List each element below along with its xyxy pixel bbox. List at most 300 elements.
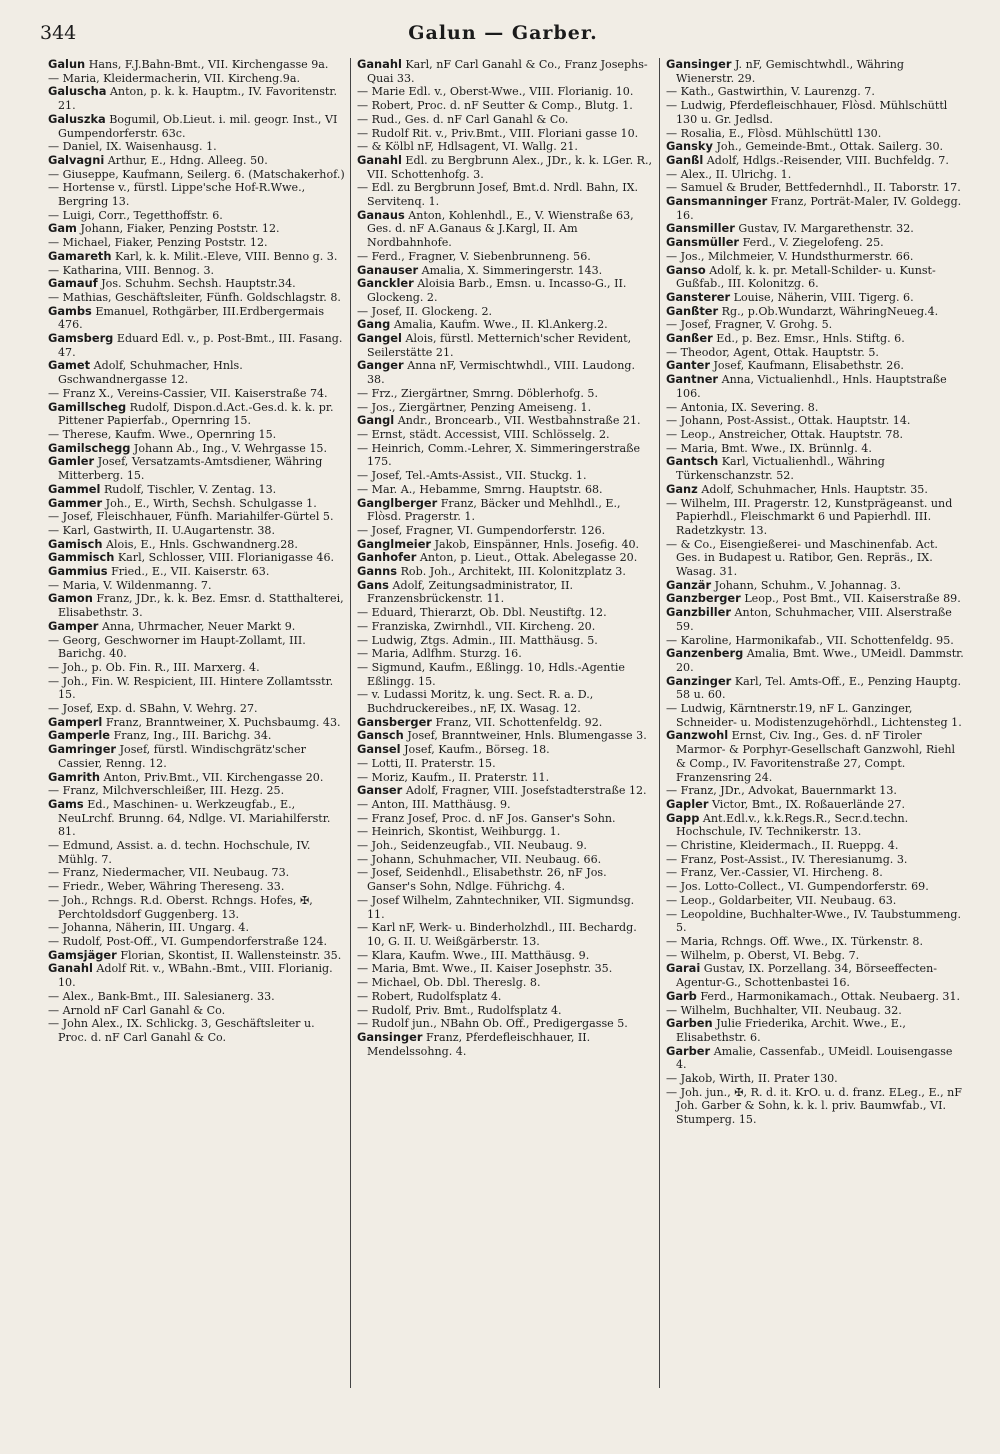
entry-surname: Gambs (48, 303, 92, 318)
entry-continuation-dash: — (48, 71, 63, 85)
directory-entry (664, 894, 964, 908)
directory-entry (46, 661, 346, 675)
directory-entry (355, 359, 655, 386)
entry-continuation-dash: — (357, 825, 372, 839)
entry-surname: Gansky (666, 139, 713, 154)
entry-details: Gustav, IV. Margarethenstr. 32. (738, 222, 914, 236)
directory-entry (46, 277, 346, 291)
directory-entry (355, 387, 655, 401)
entry-details: Alois, fürstl. Metternich'scher Revident, Seilerstätte 21. (367, 332, 632, 359)
directory-entry (46, 291, 346, 305)
entry-details: Franz, Post-Assist., IV. Theresianumg. 3. (680, 852, 908, 866)
entry-surname: Ganahl (357, 58, 402, 71)
directory-entry (46, 729, 346, 743)
entry-surname: Garb (666, 988, 697, 1003)
entry-details: Josef Wilhelm, Zahntechniker, VII. Sigmundsg. 11. (367, 893, 635, 921)
directory-entry (664, 962, 964, 989)
directory-entry (46, 962, 346, 989)
entry-details: Josef, Fragner, VI. Gumpendorferstr. 126. (371, 523, 606, 537)
entry-details: Jakob, Einspänner, Hnls. Josefig. 40. (434, 537, 640, 551)
entry-surname: Gamsjäger (48, 947, 117, 962)
entry-details: Rudolf, Priv. Bmt., Rudolfsplatz 4. (371, 1003, 562, 1017)
entry-details: Anton, p. Lieut., Ottak. Abelegasse 20. (419, 551, 638, 565)
entry-details: Luigi, Corr., Tegetthoffstr. 6. (62, 208, 223, 222)
directory-entry (46, 483, 346, 497)
directory-entry (355, 1017, 655, 1031)
entry-continuation-dash: — (48, 893, 63, 907)
entry-surname: Gammer (48, 495, 103, 510)
directory-entry (355, 825, 655, 839)
entry-details: Karl nF, Werk- u. Binderholzhdl., III. Bechardg. 10, G. II. U. Weißgärberstr. 13. (367, 921, 637, 948)
entry-surname: Ganglberger (357, 495, 438, 510)
entry-details: Moriz, Kaufm., II. Praterstr. 11. (371, 770, 550, 784)
entry-details: Karoline, Harmonikafab., VII. Schottenfeldg. 95. (680, 633, 954, 647)
directory-entry (355, 428, 655, 442)
entry-details: Wilhelm, III. Pragerstr. 12, Kunstprägeanst. und Papierhdl., Fleischmarkt 6 und Papierhdl. III. Radetzkystr. 13. (676, 496, 953, 537)
entry-continuation-dash: — (666, 880, 681, 894)
directory-entry (46, 702, 346, 716)
entry-details: Michael, Fiaker, Penzing Poststr. 12. (62, 236, 268, 250)
directory-entry (664, 195, 964, 222)
directory-entry (46, 921, 346, 935)
entry-details: Ernst, Civ. Ing., Ges. d. nF Tiroler Marmor- & Porphyr-Gesellschaft Ganzwohl, Riehl & Comp., IV. Favoritenstraße 27, Compt. Franzensring 24. (676, 729, 956, 784)
entry-details: Eduard, Thierarzt, Ob. Dbl. Neustiftg. 12. (371, 606, 607, 620)
entry-continuation-dash: — (48, 633, 63, 647)
directory-entry (46, 634, 346, 661)
directory-entry (664, 181, 964, 195)
directory-entry (664, 483, 964, 497)
entry-details: Franz, VII. Schottenfeldg. 92. (435, 715, 603, 729)
entry-continuation-dash: — (357, 770, 372, 784)
entry-continuation-dash: — (357, 893, 372, 907)
directory-entry (664, 85, 964, 99)
entry-surname: Ganahl (48, 961, 93, 976)
entry-continuation-dash: — (357, 866, 372, 880)
entry-details: Rudolf, Post-Off., VI. Gumpendorferstraße 124. (62, 935, 328, 948)
entry-surname: Gangel (357, 331, 402, 346)
entry-details: Alex., II. Ulrichg. 1. (680, 167, 792, 181)
directory-entry (355, 140, 655, 154)
entry-continuation-dash: — (48, 208, 63, 222)
entry-details: Joh., Gemeinde-Bmt., Ottak. Sailerg. 30. (716, 140, 944, 154)
directory-entry (355, 414, 655, 428)
directory-entry (46, 209, 346, 223)
entry-details: Jos., Milchmeier, V. Hundsthurmerstr. 66. (680, 249, 914, 263)
entry-details: Johanna, Näherin, III. Ungarg. 4. (62, 921, 249, 935)
directory-column-2 (351, 58, 659, 1388)
entry-surname: Gammel (48, 481, 101, 496)
entry-continuation-dash: — (357, 112, 372, 126)
entry-continuation-dash: — (357, 523, 372, 537)
directory-entry (355, 647, 655, 661)
entry-details: Rudolf jun., NBahn Ob. Off., Predigergasse 5. (371, 1017, 628, 1031)
entry-details: Adolf, Schuhmacher, Hnls. Hauptstr. 35. (701, 482, 928, 496)
entry-details: Frz., Ziergärtner, Smrng. Döblerhofg. 5. (371, 386, 598, 400)
entry-surname: Gamon (48, 591, 93, 606)
entry-continuation-dash: — (357, 1017, 372, 1031)
entry-continuation-dash: — (48, 523, 63, 537)
entry-continuation-dash: — (357, 441, 372, 455)
directory-entry (664, 359, 964, 373)
directory-entry (46, 716, 346, 730)
entry-continuation-dash: — (666, 866, 681, 880)
directory-entry (46, 538, 346, 552)
entry-continuation-dash: — (357, 85, 372, 99)
entry-details: Franz, JDr., k. k. Bez. Emsr. d. Statthalterei, Elisabethstr. 3. (58, 592, 344, 620)
entry-continuation-dash: — (48, 236, 63, 250)
entry-continuation-dash: — (666, 249, 681, 263)
directory-entry (664, 647, 964, 674)
entry-continuation-dash: — (666, 441, 681, 455)
entry-surname: Ganzberger (666, 591, 741, 606)
entry-surname: Gantsch (666, 454, 719, 469)
entry-details: Franz, Ver.-Cassier, VI. Hircheng. 8. (680, 866, 883, 880)
entry-continuation-dash: — (666, 633, 681, 647)
entry-surname: Ganger (357, 358, 404, 373)
directory-entry (664, 634, 964, 648)
entry-continuation-dash: — (357, 140, 372, 154)
entry-details: Karl, k. k. Milit.-Eleve, VIII. Benno g. 3. (115, 249, 338, 263)
entry-details: Franz, JDr., Advokat, Bauernmarkt 13. (680, 784, 897, 798)
entry-details: Maria, Bmt. Wwe., IX. Brünnlg. 4. (680, 441, 872, 455)
entry-details: Karl, nF Carl Ganahl & Co., Franz Josephs-Quai 33. (367, 58, 648, 85)
entry-surname: Gams (48, 796, 84, 811)
directory-entry (355, 318, 655, 332)
entry-details: Jos. Lotto-Collect., VI. Gumpendorferstr. 69. (680, 880, 929, 894)
directory-entry (355, 921, 655, 948)
directory-entry (355, 277, 655, 304)
entry-continuation-dash: — (666, 948, 681, 962)
directory-entry (355, 497, 655, 524)
entry-surname: Gamper (48, 618, 99, 633)
entry-continuation-dash: — (357, 249, 372, 263)
entry-continuation-dash: — (48, 660, 63, 674)
entry-continuation-dash: — (48, 263, 63, 277)
entry-details: Leopoldine, Buchhalter-Wwe., IV. Taubstummeng. 5. (676, 907, 962, 935)
directory-entry (46, 1004, 346, 1018)
entry-details: Victor, Bmt., IX. Roßauerlände 27. (711, 797, 906, 811)
entry-continuation-dash: — (48, 839, 63, 853)
entry-continuation-dash: — (357, 469, 372, 483)
entry-continuation-dash: — (357, 126, 372, 140)
directory-entry (664, 1045, 964, 1072)
directory-entry (355, 565, 655, 579)
entry-details: Joh., Seidenzeugfab., VII. Neubaug. 9. (371, 839, 587, 853)
directory-entry (664, 127, 964, 141)
entry-details: Bogumil, Ob.Lieut. i. mil. geogr. Inst., VI Gumpendorferstr. 63c. (58, 112, 338, 140)
directory-entry (664, 990, 964, 1004)
entry-details: Rudolf Rit. v., Priv.Bmt., VIII. Floriani gasse 10. (371, 126, 639, 140)
entry-surname: Galuscha (48, 84, 107, 99)
entry-details: Klara, Kaufm. Wwe., III. Matthäusg. 9. (371, 948, 590, 962)
entry-details: Johann, Schuhm., V. Johannag. 3. (714, 578, 901, 592)
entry-details: Josef, Tel.-Amts-Assist., VII. Stuckg. 1. (371, 469, 587, 483)
entry-surname: Gamringer (48, 742, 117, 757)
entry-details: Ferd., V. Ziegelofeng. 25. (742, 236, 884, 250)
entry-details: Heinrich, Skontist, Weihburgg. 1. (371, 825, 561, 839)
directory-entry (46, 154, 346, 168)
entry-details: Josef, Kaufmann, Elisabethstr. 26. (713, 359, 904, 373)
entry-continuation-dash: — (48, 702, 63, 716)
entry-details: Anton, Priv.Bmt., VII. Kirchengasse 20. (103, 770, 324, 784)
entry-details: Giuseppe, Kaufmann, Seilerg. 6. (Matschakerhof.) (62, 167, 345, 181)
directory-entry (46, 236, 346, 250)
entry-details: Adolf, Fragner, VIII. Josefstadterstraße 12. (405, 784, 647, 798)
entry-surname: Ganglmeier (357, 536, 432, 551)
directory-entry (46, 222, 346, 236)
entry-surname: Ganckler (357, 276, 414, 291)
directory-entry (355, 442, 655, 469)
entry-continuation-dash: — (48, 866, 63, 880)
directory-entry (46, 935, 346, 949)
entry-details: Ludwig, Pferdefleischhauer, Flòsd. Mühlschüttl 130 u. Gr. Jedlsd. (676, 99, 948, 126)
entry-details: Maria, V. Wildenmanng. 7. (62, 578, 212, 592)
entry-continuation-dash: — (48, 386, 63, 400)
entry-surname: Ganzwohl (666, 728, 729, 743)
entry-details: Josef, Fragner, V. Grohg. 5. (680, 318, 833, 332)
entry-details: Anton, III. Matthäusg. 9. (371, 797, 511, 811)
entry-details: Joh., E., Wirth, Sechsh. Schulgasse 1. (105, 496, 317, 510)
entry-continuation-dash: — (48, 167, 63, 181)
directory-entry (355, 771, 655, 785)
directory-entry (46, 455, 346, 482)
entry-continuation-dash: — (666, 167, 681, 181)
directory-entry (664, 784, 964, 798)
entry-continuation-dash: — (666, 702, 681, 716)
directory-entry (664, 250, 964, 264)
entry-continuation-dash: — (666, 1085, 681, 1099)
entry-continuation-dash: — (48, 140, 63, 154)
directory-entry (664, 1004, 964, 1018)
entry-details: Johann, Fiaker, Penzing Poststr. 12. (80, 222, 280, 236)
entry-details: Franz, Pferdefleischhauer, II. Mendelssohng. 4. (367, 1030, 591, 1058)
directory-entry (355, 58, 655, 85)
entry-details: Anton, Kohlenhdl., E., V. Wienstraße 63, Ges. d. nF A.Ganaus & J.Kargl, II. Am Nordbahnhofe. (367, 208, 634, 250)
entry-details: Rg., p.Ob.Wundarzt, WähringNeueg.4. (721, 304, 939, 318)
directory-entry (46, 168, 346, 182)
directory-entry (664, 949, 964, 963)
directory-entry (46, 113, 346, 140)
entry-continuation-dash: — (357, 647, 372, 661)
entry-continuation-dash: — (48, 578, 63, 592)
entry-continuation-dash: — (357, 756, 372, 770)
directory-entry (46, 72, 346, 86)
directory-entry (355, 305, 655, 319)
entry-continuation-dash: — (666, 935, 681, 948)
entry-details: Josef, Fleischhauer, Fünfh. Mariahilfer-Gürtel 5. (62, 510, 334, 524)
entry-details: Sigmund, Kaufm., Eßlingg. 10, Hdls.-Agentie Eßlingg. 15. (367, 660, 625, 688)
directory-entry (664, 373, 964, 400)
entry-details: Karl, Victualienhdl., Währing Türkenschanzstr. 52. (676, 455, 885, 483)
entry-surname: Ganz (666, 481, 698, 496)
entry-details: Franz, Niedermacher, VII. Neubaug. 73. (62, 866, 290, 880)
directory-entry (664, 538, 964, 579)
directory-entry (664, 702, 964, 729)
entry-details: Andr., Broncearb., VII. Westbahnstraße 21. (397, 414, 641, 428)
directory-entry (355, 85, 655, 99)
directory-entry (46, 880, 346, 894)
directory-entry (355, 716, 655, 730)
entry-details: Heinrich, Comm.-Lehrer, X. Simmeringerstraße 175. (367, 441, 641, 469)
entry-surname: Ganhofer (357, 550, 417, 565)
directory-entry (46, 332, 346, 359)
directory-entry (355, 853, 655, 867)
directory-entry (664, 305, 964, 319)
entry-details: Ferd., Fragner, V. Siebenbrunneng. 56. (371, 249, 591, 263)
entry-continuation-dash: — (48, 989, 63, 1003)
directory-entry (355, 894, 655, 921)
directory-entry (664, 58, 964, 85)
directory-entry (355, 743, 655, 757)
entry-details: Franz, Porträt-Maler, IV. Goldegg. 16. (676, 195, 962, 222)
entry-details: Anton, p. k. k. Hauptm., IV. Favoritenstr. 21. (58, 85, 338, 113)
directory-entry (355, 990, 655, 1004)
entry-continuation-dash: — (357, 619, 372, 633)
entry-surname: Gansterer (666, 289, 731, 304)
directory-entry (355, 551, 655, 565)
entry-details: Maria, Adlfhm. Sturzg. 16. (371, 647, 522, 661)
directory-entry (46, 990, 346, 1004)
entry-details: Alex., Bank-Bmt., III. Salesianerg. 33. (62, 989, 275, 1003)
entry-details: Karl, Gastwirth, II. U.Augartenstr. 38. (62, 523, 276, 537)
directory-entry (355, 976, 655, 990)
entry-details: Ed., p. Bez. Emsr., Hnls. Stiftg. 6. (716, 332, 905, 346)
directory-entry (355, 538, 655, 552)
entry-continuation-dash: — (666, 181, 681, 195)
entry-surname: Gapp (666, 810, 700, 825)
entry-surname: Ganaus (357, 207, 405, 222)
entry-details: Robert, Proc. d. nF Seutter & Comp., Blutg. 1. (371, 99, 633, 113)
directory-entry (46, 250, 346, 264)
entry-surname: Gang (357, 317, 391, 332)
directory-entry (664, 1086, 964, 1127)
entry-details: Mathias, Geschäftsleiter, Fünfh. Goldschlagstr. 8. (62, 290, 341, 304)
directory-entry (664, 729, 964, 784)
entry-continuation-dash: — (357, 688, 372, 702)
directory-entry (664, 839, 964, 853)
entry-details: Johann, Post-Assist., Ottak. Hauptstr. 14. (680, 414, 911, 428)
entry-details: Adolf Rit. v., WBahn.-Bmt., VIII. Florianig. 10. (58, 962, 333, 990)
directory-column-3 (660, 58, 968, 1388)
directory-entry (355, 620, 655, 634)
entry-surname: Ganzinger (666, 673, 732, 688)
entry-details: Johann Ab., Ing., V. Wehrgasse 15. (133, 441, 327, 455)
entry-continuation-dash: — (48, 921, 63, 935)
entry-surname: Ganauser (357, 262, 419, 277)
directory-entry (355, 634, 655, 648)
entry-details: Samuel & Bruder, Bettfedernhdl., II. Taborstr. 17. (680, 181, 961, 195)
directory-entry (355, 866, 655, 893)
entry-details: Anna, Uhrmacher, Neuer Markt 9. (101, 619, 296, 633)
directory-entry (664, 346, 964, 360)
entry-details: Ludwig, Kärntnerstr.19, nF L. Ganzinger, Schneider- u. Modistenzugehörhdl., Lichtensteg 1. (676, 702, 962, 729)
entry-surname: Ganso (666, 262, 706, 277)
entry-continuation-dash: — (666, 1072, 681, 1086)
entry-details: Leop., Anstreicher, Ottak. Hauptstr. 78. (680, 427, 904, 441)
entry-surname: Garben (666, 1016, 713, 1031)
entry-details: Friedr., Weber, Währing Thereseng. 33. (62, 880, 285, 894)
directory-entry (664, 168, 964, 182)
entry-details: Adolf, k. k. pr. Metall-Schilder- u. Kunst-Gußfab., III. Kolonitzg. 6. (676, 263, 936, 291)
directory-entry (46, 497, 346, 511)
entry-continuation-dash: — (357, 976, 372, 990)
entry-continuation-dash: — (48, 427, 63, 441)
entry-surname: Gansmiller (666, 221, 735, 236)
entry-details: Amalia, Bmt. Wwe., UMeidl. Dammstr. 20. (676, 647, 964, 674)
entry-surname: Gans (357, 577, 389, 592)
entry-surname: Gamsberg (48, 331, 114, 346)
entry-surname: Gansmüller (666, 235, 740, 250)
directory-entry (46, 181, 346, 208)
directory-entry (46, 58, 346, 72)
entry-details: Josef, fürstl. Windischgrätz'scher Cassier, Renng. 12. (58, 743, 306, 770)
entry-details: & Co., Eisengießerei- und Maschinenfab. Act. Ges. in Budapest u. Ratibor, Gen. Repräs., IX. Wasag. 31. (676, 537, 938, 579)
entry-details: Rud., Ges. d. nF Carl Ganahl & Co. (371, 112, 569, 126)
directory-entry (664, 1017, 964, 1044)
entry-continuation-dash: — (666, 414, 681, 428)
directory-entry (664, 291, 964, 305)
directory-entry (46, 1017, 346, 1044)
entry-details: Josef, Branntweiner, Hnls. Blumengasse 3. (407, 729, 647, 743)
directory-entry (46, 620, 346, 634)
directory-entry (664, 592, 964, 606)
entry-surname: Gamilschegg (48, 440, 131, 455)
directory-entry (46, 784, 346, 798)
entry-surname: Gansinger (666, 58, 732, 71)
entry-continuation-dash: — (357, 811, 372, 825)
directory-entry (355, 154, 655, 181)
entry-continuation-dash: — (666, 400, 681, 414)
entry-details: Lotti, II. Praterstr. 15. (371, 756, 496, 770)
entry-continuation-dash: — (48, 181, 63, 195)
entry-continuation-dash: — (357, 99, 372, 113)
entry-details: Ludwig, Ztgs. Admin., III. Matthäusg. 5. (371, 633, 598, 647)
entry-details: Joh., Rchngs. R.d. Oberst. Rchngs. Hofes, ✠, Perchtoldsdorf Guggenberg. 13. (58, 893, 313, 921)
entry-continuation-dash: — (48, 880, 63, 894)
directory-entry (664, 414, 964, 428)
entry-details: Joh., p. Ob. Fin. R., III. Marxerg. 4. (62, 660, 260, 674)
entry-details: Franz, Milchverschleißer, III. Hezg. 25. (62, 784, 285, 798)
entry-details: Christine, Kleidermach., II. Rueppg. 4. (680, 839, 899, 853)
entry-continuation-dash: — (48, 674, 63, 688)
entry-details: Kath., Gastwirthin, V. Laurenzg. 7. (680, 85, 875, 99)
directory-entry (664, 812, 964, 839)
directory-entry (46, 949, 346, 963)
entry-surname: Ganahl (357, 152, 402, 167)
entry-surname: Ganzär (666, 577, 712, 592)
directory-entry (355, 729, 655, 743)
entry-continuation-dash: — (357, 948, 372, 962)
entry-details: Joh., Fin. W. Respicient, III. Hintere Zollamtsstr. 15. (58, 674, 334, 702)
entry-surname: Gamauf (48, 276, 98, 291)
directory-entry (355, 1004, 655, 1018)
directory-entry (46, 85, 346, 112)
entry-details: Franz X., Vereins-Cassier, VII. Kaiserstraße 74. (62, 386, 328, 400)
entry-details: Franz Josef, Proc. d. nF Jos. Ganser's Sohn. (371, 811, 616, 825)
entry-details: Edmund, Assist. a. d. techn. Hochschule, IV. Mühlg. 7. (58, 839, 311, 866)
entry-continuation-dash: — (666, 893, 681, 907)
entry-surname: Gamperl (48, 714, 103, 729)
entry-surname: Gamisch (48, 536, 103, 551)
directory-entry (46, 401, 346, 428)
entry-continuation-dash: — (666, 537, 681, 551)
entry-details: Amalia, X. Simmeringerstr. 143. (421, 263, 603, 277)
entry-continuation-dash: — (48, 290, 63, 304)
directory-entry (664, 401, 964, 415)
directory-entry (355, 401, 655, 415)
directory-entry (355, 127, 655, 141)
directory-entry (664, 318, 964, 332)
